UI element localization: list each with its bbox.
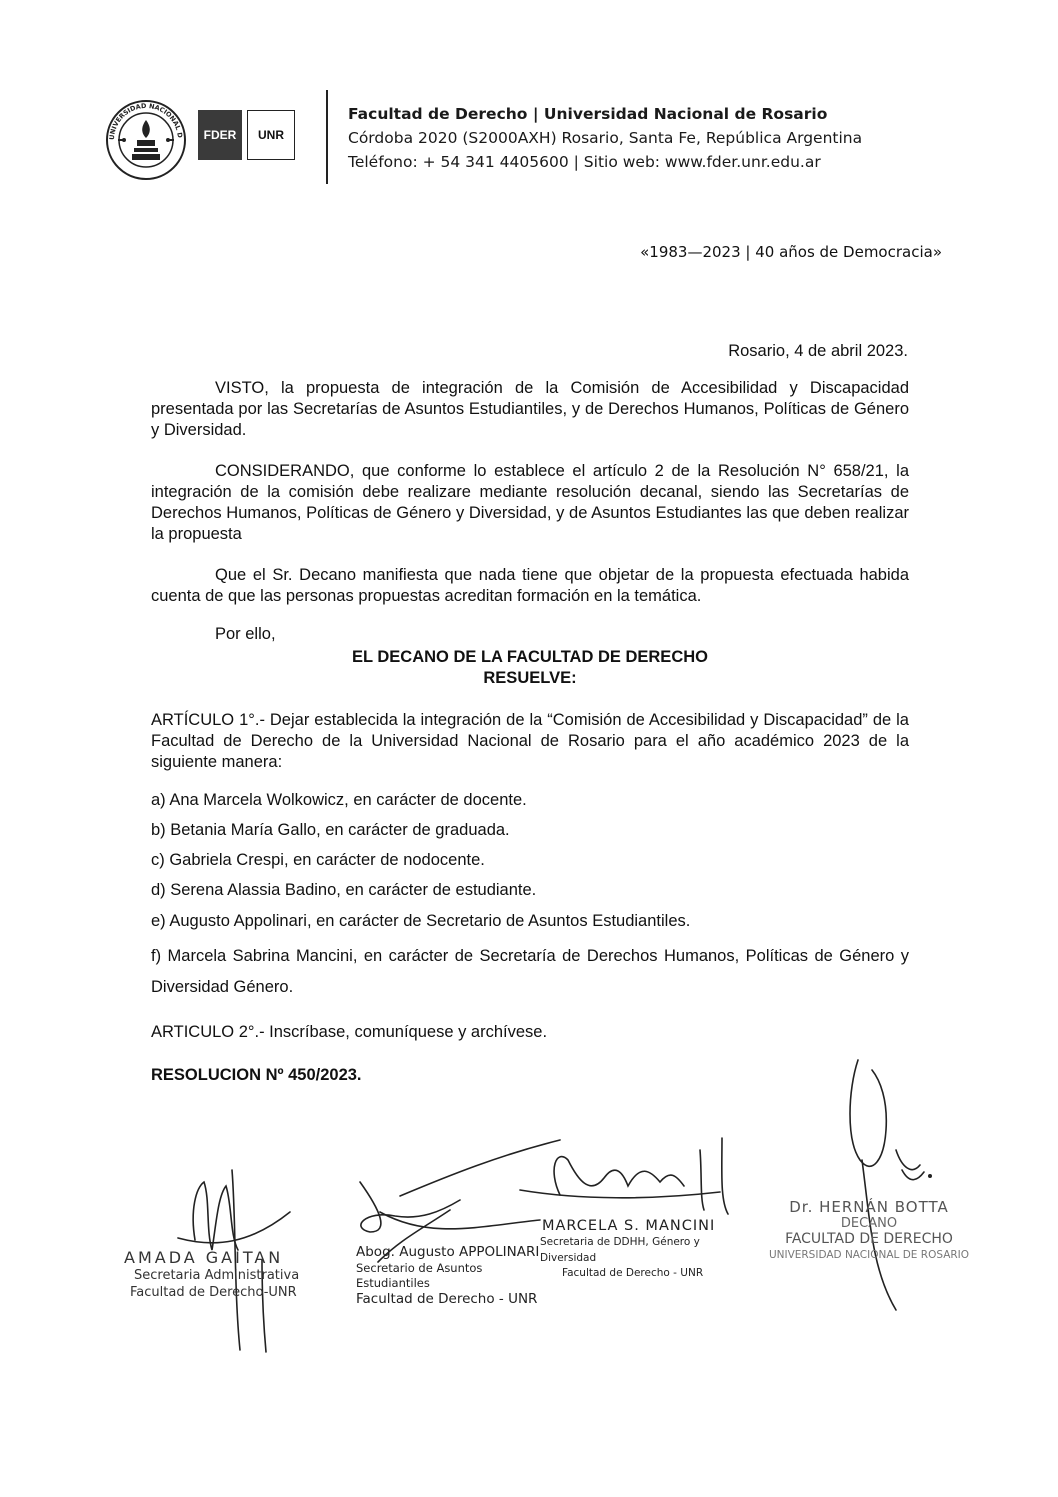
- decano-heading: EL DECANO DE LA FACULTAD DE DERECHO: [352, 648, 708, 666]
- member-d: d) Serena Alassia Badino, en carácter de estudiante.: [151, 881, 537, 899]
- signature-appolinari: [356, 1244, 556, 1308]
- por-ello: Por ello,: [215, 625, 276, 643]
- mancini-faculty: Facultad de Derecho - UNR: [562, 1267, 704, 1279]
- member-f: f) Marcela Sabrina Mancini, en carácter de Secretaría de Derechos Humanos, Políticas de Género y Diversidad Género.: [151, 947, 909, 996]
- motto: «1983—2023 | 40 años de Democracia»: [640, 243, 942, 261]
- gaitan-title: Secretaria Administrativa: [134, 1268, 300, 1283]
- appolinari-title: Secretario de Asuntos Estudiantiles: [356, 1261, 483, 1290]
- member-c: c) Gabriela Crespi, en carácter de nodocente.: [151, 851, 485, 869]
- svg-text:UNIVERSIDAD NACIONAL DE ROSARI: UNIVERSIDAD NACIONAL D: [107, 101, 184, 141]
- considerando-paragraph: CONSIDERANDO, que conforme lo establece el artículo 2 de la Resolución N° 658/21, la integración de la comisión debe realizare mediante resolución decanal, siendo las Secretarías de Derechos Humanos, Políticas de Género y Diversidad, y de Asuntos Estudiantes las que deben realizar la propuesta: [151, 462, 909, 543]
- date-line: Rosario, 4 de abril 2023.: [728, 342, 908, 360]
- institution-name: Facultad de Derecho | Universidad Nacional de Rosario: [348, 105, 828, 123]
- institution-contact: Teléfono: + 54 341 4405600 | Sitio web: www.fder.unr.edu.ar: [348, 153, 821, 171]
- que-paragraph: Que el Sr. Decano manifiesta que nada tiene que objetar de la propuesta efectuada habida cuenta de que las personas propuestas acreditan formación en la temática.: [151, 566, 909, 605]
- institution-address: Córdoba 2020 (S2000AXH) Rosario, Santa Fe, República Argentina: [348, 129, 863, 147]
- articulo-2: ARTICULO 2°.- Inscríbase, comuníquese y archívese.: [151, 1023, 548, 1041]
- articulo-1: ARTÍCULO 1°.- Dejar establecida la integración de la “Comisión de Accesibilidad y Discapacidad” de la Facultad de Derecho de la Universidad Nacional de Rosario para el año académico 2023 de la siguiente manera:: [151, 711, 909, 771]
- signature-botta: [764, 1198, 974, 1262]
- botta-title: DECANO: [840, 1216, 898, 1231]
- signature-gaitan: [124, 1248, 324, 1301]
- signature-mancini: [540, 1218, 740, 1280]
- unr-logo-text: UNR: [258, 128, 284, 142]
- mancini-title: Secretaria de DDHH, Género y Diversidad: [540, 1236, 700, 1264]
- botta-name: Dr. HERNÁN BOTTA: [789, 1198, 949, 1216]
- appolinari-name: Abog. Augusto APPOLINARI: [356, 1244, 540, 1260]
- resolucion-number: RESOLUCION Nº 450/2023.: [151, 1066, 362, 1084]
- gaitan-faculty: Facultad de Derecho-UNR: [130, 1285, 297, 1300]
- appolinari-faculty: Facultad de Derecho - UNR: [356, 1291, 538, 1307]
- mancini-name: MARCELA S. MANCINI: [542, 1218, 716, 1234]
- fder-logo-text: FDER: [203, 128, 237, 142]
- member-a: a) Ana Marcela Wolkowicz, en carácter de docente.: [151, 791, 527, 809]
- botta-university: UNIVERSIDAD NACIONAL DE ROSARIO: [768, 1249, 970, 1261]
- botta-faculty: FACULTAD DE DERECHO: [785, 1231, 953, 1247]
- gaitan-name: AMADA GAITAN: [124, 1248, 284, 1267]
- resuelve-heading: RESUELVE:: [483, 669, 577, 687]
- visto-paragraph: VISTO, la propuesta de integración de la Comisión de Accesibilidad y Discapacidad presentada por las Secretarías de Asuntos Estudiantiles, y de Derechos Humanos, Políticas de Género y Diversidad.: [151, 379, 909, 439]
- member-e: e) Augusto Appolinari, en carácter de Secretario de Asuntos Estudiantiles.: [151, 912, 691, 930]
- member-b: b) Betania María Gallo, en carácter de graduada.: [151, 821, 510, 839]
